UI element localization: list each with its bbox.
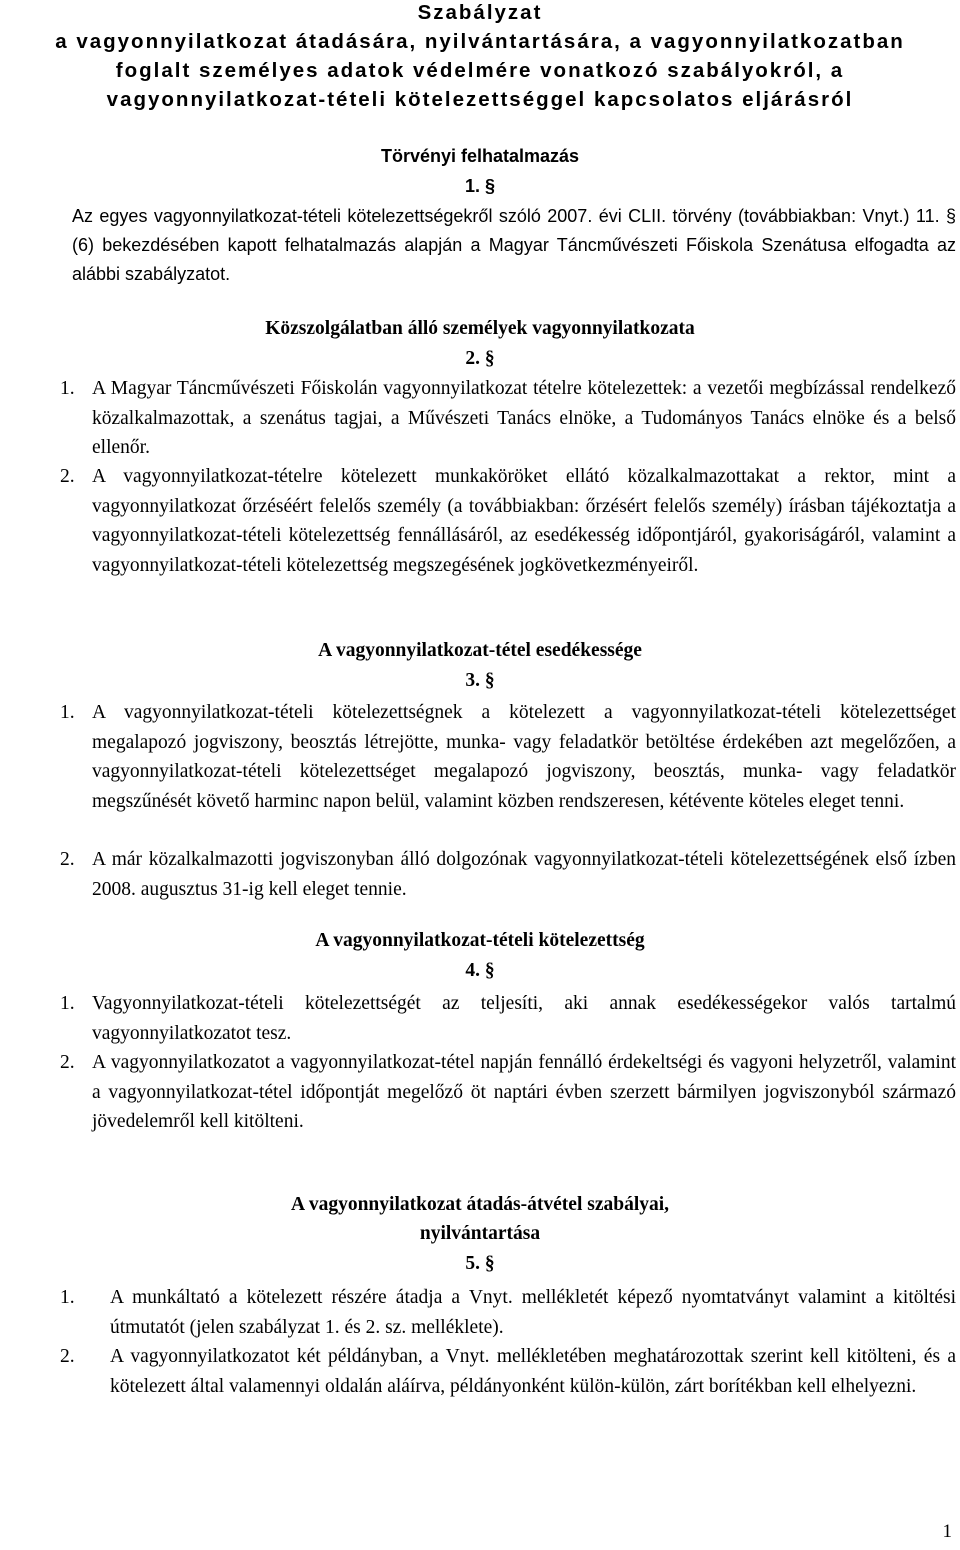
page-number: 1 bbox=[942, 1521, 952, 1542]
title-line-3: foglalt személyes adatok védelmére vonatkozó szabályokról, a bbox=[115, 59, 845, 82]
section-5-heading-line-1: A vagyonnyilatkozat átadás-átvétel szabályai, bbox=[290, 1194, 670, 1215]
title-line-4: vagyonnyilatkozat-tételi kötelezettséggel kapcsolatos eljárásról bbox=[106, 88, 854, 111]
item-number: 1. bbox=[60, 702, 75, 723]
section-4-heading: A vagyonnyilatkozat-tételi kötelezettség bbox=[315, 930, 645, 951]
section-3-heading: A vagyonnyilatkozat-tétel esedékessége bbox=[318, 640, 642, 661]
title-line-2: a vagyonnyilatkozat átadására, nyilvántartására, a vagyonnyilatkozatban bbox=[55, 30, 905, 53]
section-5-item-1 bbox=[60, 1283, 956, 1342]
item-number: 2. bbox=[60, 1346, 75, 1367]
title-line-1: Szabályzat bbox=[417, 1, 543, 24]
section-2-number: 2. § bbox=[465, 348, 495, 369]
section-3-item-2 bbox=[60, 845, 956, 904]
item-text: A Magyar Táncművészeti Főiskolán vagyonnyilatkozat tételre kötelezettek: a vezetői megbízással rendelkező közalkalmazottak, a szenátus tagjai, a Művészeti Tanács elnöke, a Tudományos Tanács elnöke és a belső ellenőr. bbox=[92, 378, 956, 458]
item-text: A már közalkalmazotti jogviszonyban álló dolgozónak vagyonnyilatkozat-tételi kötelezettségének első ízben 2008. augusztus 31-ig kell eleget tennie. bbox=[92, 849, 956, 900]
section-1-heading: Törvényi felhatalmazás bbox=[380, 146, 580, 166]
item-text: Vagyonnyilatkozat-tételi kötelezettségét az teljesíti, aki annak esedékességekor valós tartalmú vagyonnyilatkozatot tesz. bbox=[92, 993, 956, 1044]
section-3-number: 3. § bbox=[465, 670, 495, 691]
section-4-item-1 bbox=[60, 989, 956, 1048]
section-1-number: 1. § bbox=[464, 176, 496, 196]
item-number: 2. bbox=[60, 849, 75, 870]
section-4-item-2 bbox=[60, 1048, 956, 1137]
section-4-number: 4. § bbox=[465, 960, 495, 981]
item-text: A vagyonnyilatkozatot két példányban, a Vnyt. mellékletében meghatározottak szerint kell kitölteni, és a kötelezett által valamennyi oldalán aláírva, példányonként külön-külön, zárt borítékban kell elhelyezni. bbox=[110, 1346, 956, 1397]
section-2-item-2 bbox=[60, 462, 956, 580]
item-number: 1. bbox=[60, 993, 75, 1014]
item-number: 1. bbox=[60, 1287, 75, 1308]
section-2-heading: Közszolgálatban álló személyek vagyonnyilatkozata bbox=[265, 318, 695, 339]
item-text: A vagyonnyilatkozat-tételi kötelezettségnek a kötelezett a vagyonnyilatkozat-tételi kötelezettséget megalapozó jogviszony, beosztás létrejötte, munka- vagy feladatkör betöltése érdekében azt megelőzően, a vagyonnyilatkozat-tételi kötelezettséget megalapozó jogviszony, beosztás, munka- vagy feladatkör megszűnését követő harminc napon belül, valamint közben rendszeresen, kétévente köteles eleget tenni. bbox=[92, 702, 956, 812]
item-text: A vagyonnyilatkozatot a vagyonnyilatkozat-tétel napján fennálló érdekeltségi és vagyoni helyzetről, valamint a vagyonnyilatkozat-tétel időpontját megelőző öt naptári évben szerzett bármilyen jogviszonyból származó jövedelemről kell kitölteni. bbox=[92, 1052, 956, 1132]
section-1-text: Az egyes vagyonnyilatkozat-tételi kötelezettségekről szóló 2007. évi CLII. törvény (továbbiakban: Vnyt.) 11. § (6) bekezdésében kapott felhatalmazás alapján a Magyar Táncművészeti Főiskola Szenátusa elfogadta az alábbi szabályzatot. bbox=[72, 206, 956, 284]
document-title bbox=[0, 0, 960, 114]
item-text: A munkáltató a kötelezett részére átadja a Vnyt. mellékletét képező nyomtatványt valamint a kitöltési útmutatót (jelen szabályzat 1. és 2. sz. melléklete). bbox=[110, 1287, 956, 1338]
section-2-item-1 bbox=[60, 374, 956, 463]
item-number: 2. bbox=[60, 466, 75, 487]
section-5-heading-line-2: nyilvántartása bbox=[419, 1223, 541, 1244]
section-5-item-2 bbox=[60, 1342, 956, 1401]
item-number: 1. bbox=[60, 378, 75, 399]
section-3-item-1 bbox=[60, 698, 956, 816]
section-5-number: 5. § bbox=[465, 1253, 495, 1274]
item-text: A vagyonnyilatkozat-tételre kötelezett munkaköröket ellátó közalkalmazottakat a rektor, mint a vagyonnyilatkozat őrzéséért felelős személy (a továbbiakban: őrzésért felelős személy) írásban tájékoztatja a vagyonnyilatkozat-tételi kötelezettség fennállásáról, az esedékesség időpontjáról, gyakoriságáról, valamint a vagyonnyilatkozat-tételi kötelezettség megszegésének jogkövetkezményeiről. bbox=[92, 466, 956, 576]
item-number: 2. bbox=[60, 1052, 75, 1073]
